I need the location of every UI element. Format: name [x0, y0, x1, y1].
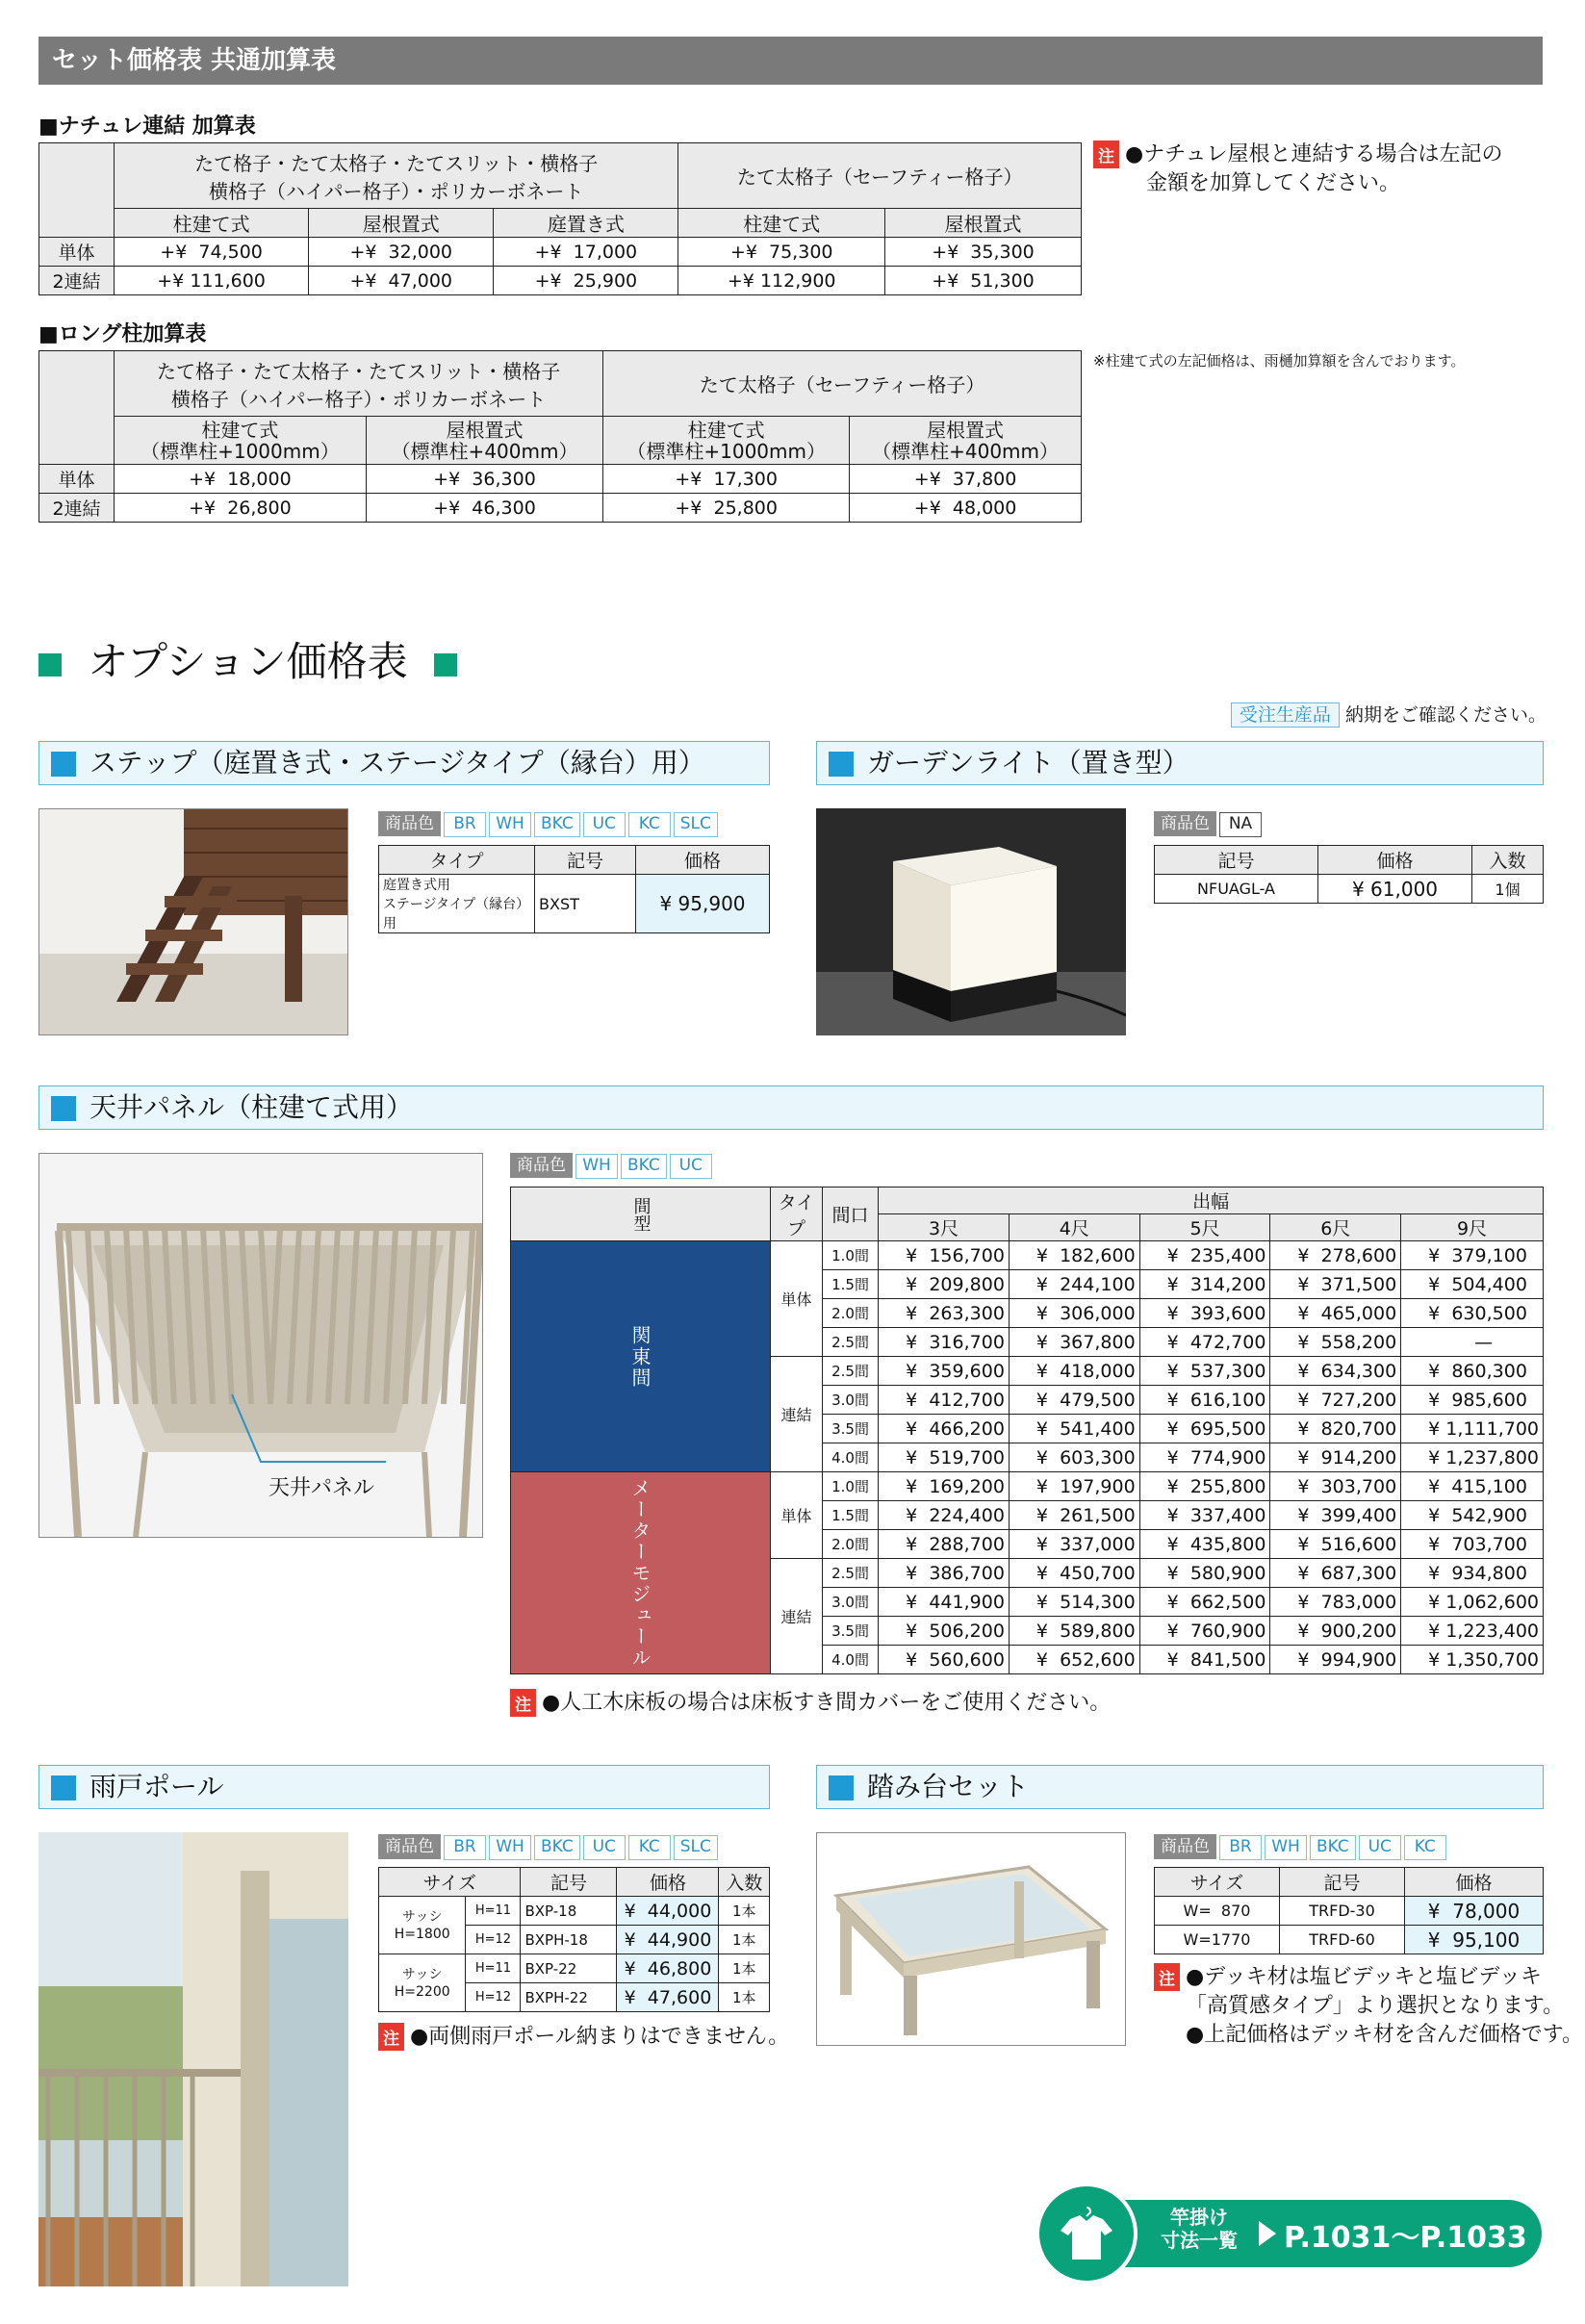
col-header: 柱建て式	[678, 209, 885, 238]
option-title: オプション価格表	[88, 638, 408, 685]
color-chip-uc: UC	[583, 812, 626, 837]
price-cell: ¥ 393,600	[1139, 1299, 1270, 1328]
price-cell: ¥ 860,300	[1401, 1357, 1544, 1386]
note-text: ●デッキ材は塩ビデッキと塩ビデッキ 「高質感タイプ」より選択となります。 ●上記価格はデッキ材を含んだ価格です。	[1186, 1965, 1583, 2047]
col-kind: タイプ	[771, 1188, 823, 1241]
price-cell: ¥ 703,700	[1401, 1530, 1544, 1559]
ceiling-colors	[510, 1153, 712, 1178]
size-cell: W= 870	[1155, 1897, 1280, 1926]
table-row	[511, 1241, 1544, 1270]
price-cell: +¥ 48,000	[850, 494, 1082, 523]
price-cell: ¥ 386,700	[879, 1559, 1010, 1588]
stool-colors	[1154, 1834, 1446, 1859]
col-size: サイズ	[379, 1868, 521, 1897]
blue-square-icon	[51, 752, 76, 777]
price-cell: ¥ 1,111,700	[1401, 1415, 1544, 1443]
price-cell: ¥ 156,700	[879, 1241, 1010, 1270]
price-cell: ¥ 687,300	[1270, 1559, 1401, 1588]
price-cell: ¥ 634,300	[1270, 1357, 1401, 1386]
blue-square-icon	[829, 1775, 854, 1800]
price-cell: ¥ 516,600	[1270, 1530, 1401, 1559]
width-label: 3.0間	[822, 1386, 878, 1415]
col-header: 柱建て式 （標準柱+1000mm）	[603, 417, 850, 465]
price-cell: ¥ 820,700	[1270, 1415, 1401, 1443]
price-cell: ¥ 541,400	[1009, 1415, 1139, 1443]
price-cell: ¥ 359,600	[879, 1357, 1010, 1386]
price-cell: —	[1401, 1328, 1544, 1357]
color-chip-bkc: BKC	[1310, 1835, 1356, 1860]
price-cell: ¥ 479,500	[1009, 1386, 1139, 1415]
color-chip-br: BR	[1219, 1835, 1262, 1860]
kind-label: 連結	[771, 1559, 823, 1674]
table-row	[39, 267, 1082, 295]
col-header: 柱建て式	[115, 209, 309, 238]
group2-header: たて太格子（セーフティー格子）	[678, 143, 1082, 209]
width-label: 2.0間	[822, 1299, 878, 1328]
qty-cell: 1本	[719, 1983, 770, 2012]
price-cell: ¥ 514,300	[1009, 1588, 1139, 1617]
price-cell: ¥ 994,900	[1270, 1646, 1401, 1674]
ceiling-title: 天井パネル（柱建て式用）	[89, 1091, 414, 1123]
price-cell: ¥ 78,000	[1405, 1897, 1544, 1926]
group-label: メーターモジュール	[511, 1472, 771, 1674]
light-qty: 1個	[1472, 875, 1544, 904]
row-label: 単体	[39, 465, 115, 494]
price-cell: ¥ 914,200	[1270, 1443, 1401, 1472]
price-cell: +¥ 17,000	[494, 238, 678, 267]
price-cell: ¥ 504,400	[1401, 1270, 1544, 1299]
pole-section-header	[38, 1765, 770, 1809]
table-row	[1155, 1897, 1544, 1926]
col-price: 価格	[1318, 846, 1472, 875]
price-cell: ¥ 197,900	[1009, 1472, 1139, 1501]
price-cell: ¥ 306,000	[1009, 1299, 1139, 1328]
price-cell: ¥ 337,400	[1139, 1501, 1270, 1530]
note-text: ●両側雨戸ポール納まりはできません。	[410, 2025, 790, 2049]
step-price-table	[378, 845, 770, 933]
depth-header: 3尺	[879, 1214, 1010, 1241]
price-cell: ¥ 244,100	[1009, 1270, 1139, 1299]
price-cell: ¥ 288,700	[879, 1530, 1010, 1559]
color-label: 商品色	[1154, 811, 1216, 836]
ceiling-photo	[38, 1153, 483, 1538]
group1-header: たて格子・たて太格子・たてスリット・横格子 横格子（ハイパー格子）・ポリカーボネート	[115, 351, 603, 417]
price-cell: ¥ 560,600	[879, 1646, 1010, 1674]
table-row	[379, 1954, 770, 1983]
group1-header: たて格子・たて太格子・たてスリット・横格子 横格子（ハイパー格子）・ポリカーボネート	[115, 143, 678, 209]
code-cell: BXP-22	[521, 1954, 617, 1983]
arrow-right-icon	[1259, 2221, 1276, 2246]
price-cell: ¥ 209,800	[879, 1270, 1010, 1299]
price-cell: ¥ 841,500	[1139, 1646, 1270, 1674]
ceiling-panel-label: 天井パネル	[268, 1476, 375, 1500]
kind-label: 連結	[771, 1357, 823, 1472]
width-label: 3.5間	[822, 1617, 878, 1646]
price-cell: ¥ 589,800	[1009, 1617, 1139, 1646]
stool-title: 踏み台セット	[867, 1771, 1030, 1802]
light-code: NFUAGL-A	[1155, 875, 1318, 904]
price-cell: ¥ 934,800	[1401, 1559, 1544, 1588]
color-label: 商品色	[378, 1834, 441, 1859]
price-cell: ¥ 435,800	[1139, 1530, 1270, 1559]
width-label: 1.0間	[822, 1472, 878, 1501]
color-label: 商品色	[1154, 1834, 1216, 1859]
price-cell: ¥ 418,000	[1009, 1357, 1139, 1386]
width-label: 2.5間	[822, 1357, 878, 1386]
qty-cell: 1本	[719, 1897, 770, 1926]
color-chip-uc: UC	[583, 1835, 626, 1860]
col-depth: 出幅	[879, 1188, 1544, 1214]
price-cell: ¥ 46,800	[617, 1954, 719, 1983]
stool-photo	[816, 1832, 1126, 2046]
height-label: H=12	[466, 1926, 521, 1954]
table-row	[39, 465, 1082, 494]
price-cell: ¥ 783,000	[1270, 1588, 1401, 1617]
color-chip-uc: UC	[670, 1154, 712, 1179]
color-chip-br: BR	[444, 812, 486, 837]
qty-cell: 1本	[719, 1954, 770, 1983]
col-type: 間型	[511, 1188, 771, 1241]
note-text: ●ナチュレ屋根と連結する場合は左記の 金額を加算してください。	[1125, 142, 1503, 195]
color-chip-wh: WH	[575, 1154, 618, 1179]
color-na: NA	[1219, 812, 1262, 837]
price-cell: ¥ 367,800	[1009, 1328, 1139, 1357]
step-illustration	[39, 809, 347, 1034]
row-label: 2連結	[39, 267, 115, 295]
col-header: 屋根置式	[885, 209, 1082, 238]
natural-addition-table	[38, 142, 1082, 295]
badge-line2: 寸法一覧	[1161, 2229, 1238, 2252]
price-cell: +¥ 75,300	[678, 238, 885, 267]
light-title: ガーデンライト（置き型）	[867, 747, 1189, 779]
option-title-row	[38, 639, 457, 685]
price-cell: +¥ 112,900	[678, 267, 885, 295]
table2-note: ※柱建て式の左記価格は、雨樋加算額を含んでおります。	[1093, 352, 1466, 370]
ceiling-section-header	[38, 1085, 1544, 1130]
col-type: タイプ	[379, 846, 535, 875]
price-cell: ¥ 727,200	[1270, 1386, 1401, 1415]
col-header: 柱建て式 （標準柱+1000mm）	[115, 417, 367, 465]
price-cell: +¥ 25,900	[494, 267, 678, 295]
ceiling-note	[510, 1689, 1111, 1718]
stool-illustration	[817, 1833, 1125, 2045]
color-chip-slc: SLC	[674, 812, 718, 837]
blue-square-icon	[829, 752, 854, 777]
ceiling-panel-illustration	[39, 1154, 482, 1537]
col-code: 記号	[1280, 1868, 1405, 1897]
col-price: 価格	[617, 1868, 719, 1897]
table-row	[39, 494, 1082, 523]
table1-note	[1093, 140, 1503, 198]
price-cell: ¥ 278,600	[1270, 1241, 1401, 1270]
price-cell: ¥ 652,600	[1009, 1646, 1139, 1674]
green-square-icon	[38, 653, 62, 677]
group-label: 関東間	[511, 1241, 771, 1472]
color-chip-br: BR	[444, 1835, 486, 1860]
size-label: サッシ H=2200	[379, 1954, 466, 2012]
note-tag: 注	[1154, 1963, 1180, 1991]
col-header: 屋根置式	[309, 209, 494, 238]
blue-square-icon	[51, 1096, 76, 1121]
page-header: セット価格表 共通加算表	[38, 37, 1543, 85]
step-photo	[38, 808, 348, 1035]
light-colors	[1154, 811, 1262, 836]
col-price: 価格	[636, 846, 770, 875]
row-label: 単体	[39, 238, 115, 267]
green-square-icon	[434, 653, 457, 677]
depth-header: 9尺	[1401, 1214, 1544, 1241]
price-cell: ¥ 303,700	[1270, 1472, 1401, 1501]
step-price: ¥ 95,900	[636, 875, 770, 933]
price-cell: +¥ 32,000	[309, 238, 494, 267]
price-cell: ¥ 1,237,800	[1401, 1443, 1544, 1472]
price-cell: ¥ 47,600	[617, 1983, 719, 2012]
table-row	[511, 1472, 1544, 1501]
width-label: 2.0間	[822, 1530, 878, 1559]
width-label: 3.0間	[822, 1588, 878, 1617]
price-cell: ¥ 1,350,700	[1401, 1646, 1544, 1674]
price-cell: ¥ 379,100	[1401, 1241, 1544, 1270]
color-chip-bkc: BKC	[534, 812, 580, 837]
step-type: 庭置き式用 ステージタイプ（縁台）用	[379, 875, 535, 933]
height-label: H=12	[466, 1983, 521, 2012]
price-cell: ¥ 465,000	[1270, 1299, 1401, 1328]
price-cell: ¥ 371,500	[1270, 1270, 1401, 1299]
made-to-order-note	[1231, 701, 1547, 727]
price-cell: +¥ 46,300	[366, 494, 602, 523]
col-qty: 入数	[719, 1868, 770, 1897]
color-chip-wh: WH	[1265, 1835, 1307, 1860]
price-cell: ¥ 630,500	[1401, 1299, 1544, 1328]
garden-light-illustration	[816, 808, 1126, 1035]
note-tag: 注	[510, 1689, 536, 1717]
width-label: 4.0間	[822, 1443, 878, 1472]
price-cell: ¥ 235,400	[1139, 1241, 1270, 1270]
price-cell: ¥ 900,200	[1270, 1617, 1401, 1646]
price-cell: +¥ 26,800	[115, 494, 367, 523]
table1-title: ■ナチュレ連結 加算表	[38, 115, 256, 139]
price-cell: ¥ 412,700	[879, 1386, 1010, 1415]
depth-header: 4尺	[1009, 1214, 1139, 1241]
width-label: 4.0間	[822, 1646, 878, 1674]
col-code: 記号	[521, 1868, 617, 1897]
price-cell: ¥ 558,200	[1270, 1328, 1401, 1357]
pole-price-table	[378, 1867, 770, 2012]
price-cell: +¥ 74,500	[115, 238, 309, 267]
price-cell: ¥ 415,100	[1401, 1472, 1544, 1501]
price-cell: +¥ 25,800	[603, 494, 850, 523]
step-colors	[378, 811, 718, 836]
price-cell: ¥ 44,000	[617, 1897, 719, 1926]
price-cell: ¥ 542,900	[1401, 1501, 1544, 1530]
price-cell: ¥ 1,062,600	[1401, 1588, 1544, 1617]
table-row	[1155, 1926, 1544, 1954]
col-code: 記号	[535, 846, 636, 875]
color-chip-bkc: BKC	[534, 1835, 580, 1860]
note-tag: 注	[1093, 140, 1119, 168]
price-cell: ¥ 182,600	[1009, 1241, 1139, 1270]
stool-note	[1154, 1963, 1583, 2050]
price-cell: ¥ 314,200	[1139, 1270, 1270, 1299]
group2-header: たて太格子（セーフティー格子）	[603, 351, 1082, 417]
size-cell: W=1770	[1155, 1926, 1280, 1954]
table2-title: ■ロング柱加算表	[38, 322, 207, 346]
color-chip-wh: WH	[489, 812, 531, 837]
price-cell: ¥ 603,300	[1009, 1443, 1139, 1472]
price-cell: ¥ 506,200	[879, 1617, 1010, 1646]
code-cell: TRFD-60	[1280, 1926, 1405, 1954]
code-cell: BXPH-18	[521, 1926, 617, 1954]
kind-label: 単体	[771, 1241, 823, 1357]
height-label: H=11	[466, 1954, 521, 1983]
price-cell: ¥ 695,500	[1139, 1415, 1270, 1443]
price-cell: ¥ 537,300	[1139, 1357, 1270, 1386]
step-title: ステップ（庭置き式・ステージタイプ（縁台）用）	[89, 747, 705, 779]
price-cell: ¥ 1,223,400	[1401, 1617, 1544, 1646]
color-chip-kc: KC	[628, 812, 671, 837]
stool-price-table	[1154, 1867, 1544, 1954]
width-label: 2.5間	[822, 1328, 878, 1357]
pole-illustration	[38, 1832, 348, 2286]
price-cell: ¥ 399,400	[1270, 1501, 1401, 1530]
light-photo	[816, 808, 1126, 1035]
price-cell: ¥ 662,500	[1139, 1588, 1270, 1617]
light-price-table	[1154, 845, 1544, 904]
price-cell: +¥ 51,300	[885, 267, 1082, 295]
width-label: 3.5間	[822, 1415, 878, 1443]
note-tag: 注	[378, 2023, 404, 2051]
price-cell: ¥ 44,900	[617, 1926, 719, 1954]
price-cell: +¥ 36,300	[366, 465, 602, 494]
color-label: 商品色	[510, 1153, 573, 1178]
table-row	[39, 238, 1082, 267]
price-cell: ¥ 760,900	[1139, 1617, 1270, 1646]
col-code: 記号	[1155, 846, 1318, 875]
step-code: BXST	[535, 875, 636, 933]
price-cell: +¥ 35,300	[885, 238, 1082, 267]
pole-photo	[38, 1832, 348, 2286]
size-label: サッシ H=1800	[379, 1897, 466, 1954]
width-label: 2.5間	[822, 1559, 878, 1588]
price-cell: ¥ 263,300	[879, 1299, 1010, 1328]
color-chip-uc: UC	[1359, 1835, 1401, 1860]
price-cell: ¥ 316,700	[879, 1328, 1010, 1357]
made-to-order-text: 納期をご確認ください。	[1344, 704, 1547, 726]
code-cell: BXPH-22	[521, 1983, 617, 2012]
pole-title: 雨戸ポール	[89, 1771, 224, 1802]
width-label: 1.5間	[822, 1270, 878, 1299]
code-cell: TRFD-30	[1280, 1897, 1405, 1926]
blue-square-icon	[51, 1775, 76, 1800]
price-cell: ¥ 95,100	[1405, 1926, 1544, 1954]
price-cell: +¥ 17,300	[603, 465, 850, 494]
col-width: 間口	[822, 1188, 878, 1241]
color-chip-kc: KC	[1404, 1835, 1446, 1860]
col-header: 庭置き式	[494, 209, 678, 238]
price-cell: ¥ 985,600	[1401, 1386, 1544, 1415]
price-cell: ¥ 519,700	[879, 1443, 1010, 1472]
price-cell: ¥ 450,700	[1009, 1559, 1139, 1588]
col-price: 価格	[1405, 1868, 1544, 1897]
row-label: 2連結	[39, 494, 115, 523]
pole-colors	[378, 1834, 718, 1859]
depth-header: 6尺	[1270, 1214, 1401, 1241]
stool-section-header	[816, 1765, 1544, 1809]
col-size: サイズ	[1155, 1868, 1280, 1897]
depth-header: 5尺	[1139, 1214, 1270, 1241]
step-section-header	[38, 741, 770, 785]
color-chip-slc: SLC	[674, 1835, 718, 1860]
note-text: ●人工木床板の場合は床板すき間カバーをご使用ください。	[542, 1691, 1112, 1715]
shirt-icon	[1057, 2204, 1116, 2263]
made-to-order-tag: 受注生産品	[1231, 702, 1340, 728]
color-chip-bkc: BKC	[621, 1154, 667, 1179]
color-chip-wh: WH	[489, 1835, 531, 1860]
price-cell: ¥ 261,500	[1009, 1501, 1139, 1530]
reference-badge[interactable]	[1035, 2183, 1542, 2285]
col-header: 屋根置式 （標準柱+400mm）	[850, 417, 1082, 465]
price-cell: ¥ 224,400	[879, 1501, 1010, 1530]
price-cell: +¥ 47,000	[309, 267, 494, 295]
ceiling-price-table	[510, 1187, 1544, 1674]
price-cell: +¥ 37,800	[850, 465, 1082, 494]
price-cell: ¥ 466,200	[879, 1415, 1010, 1443]
price-cell: +¥ 18,000	[115, 465, 367, 494]
price-cell: ¥ 255,800	[1139, 1472, 1270, 1501]
price-cell: ¥ 337,000	[1009, 1530, 1139, 1559]
price-cell: ¥ 441,900	[879, 1588, 1010, 1617]
col-qty: 入数	[1472, 846, 1544, 875]
price-cell: ¥ 616,100	[1139, 1386, 1270, 1415]
light-section-header	[816, 741, 1544, 785]
page-reference[interactable]: P.1031～P.1033	[1284, 2221, 1527, 2255]
qty-cell: 1本	[719, 1926, 770, 1954]
color-label: 商品色	[378, 811, 441, 836]
code-cell: BXP-18	[521, 1897, 617, 1926]
table-row	[379, 1897, 770, 1926]
width-label: 1.0間	[822, 1241, 878, 1270]
pole-note	[378, 2023, 789, 2052]
light-price: ¥ 61,000	[1318, 875, 1472, 904]
height-label: H=11	[466, 1897, 521, 1926]
kind-label: 単体	[771, 1472, 823, 1559]
price-cell: ¥ 472,700	[1139, 1328, 1270, 1357]
price-cell: +¥ 111,600	[115, 267, 309, 295]
price-cell: ¥ 774,900	[1139, 1443, 1270, 1472]
long-pillar-table	[38, 350, 1082, 523]
width-label: 1.5間	[822, 1501, 878, 1530]
price-cell: ¥ 169,200	[879, 1472, 1010, 1501]
price-cell: ¥ 580,900	[1139, 1559, 1270, 1588]
color-chip-kc: KC	[628, 1835, 671, 1860]
badge-line1: 竿掛け	[1170, 2206, 1228, 2229]
col-header: 屋根置式 （標準柱+400mm）	[366, 417, 602, 465]
